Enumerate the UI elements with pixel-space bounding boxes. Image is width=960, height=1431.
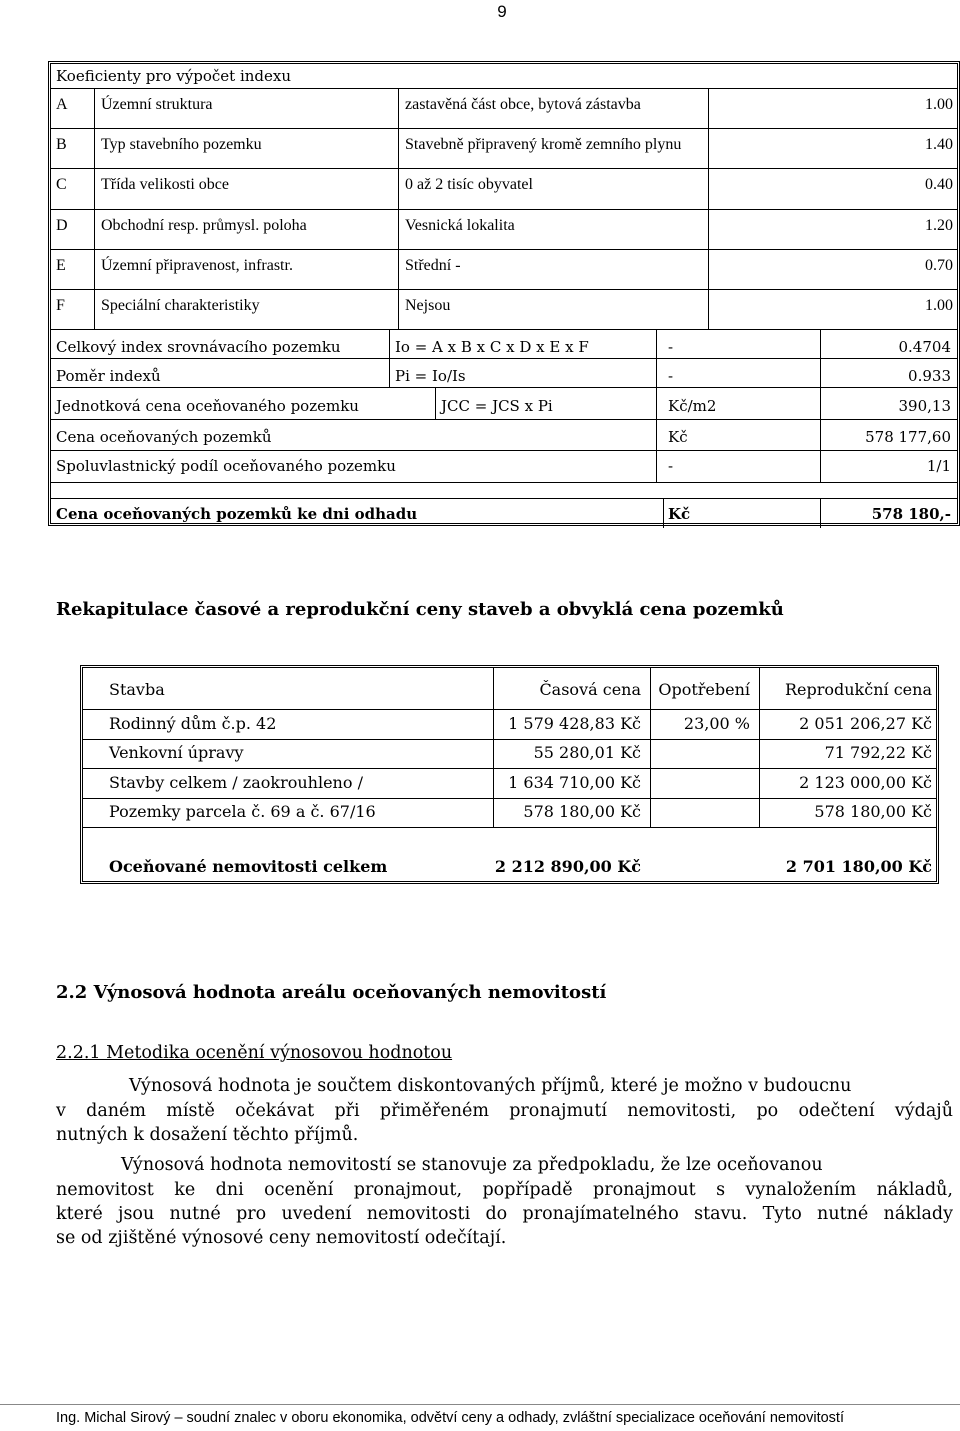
recap-row-opotrebeni: 23,00 %	[683, 714, 750, 733]
paragraph-line: Výnosová hodnota nemovitostí se stanovuje za předpokladu, že lze oceňovanou	[121, 1155, 823, 1175]
paragraph-line: se od zjištěné výnosové ceny nemovitostí odečítají.	[56, 1228, 507, 1248]
unit-price-value: 390,13	[898, 397, 951, 415]
row-name: Třída velikosti obce	[101, 176, 229, 193]
row-code: C	[56, 176, 67, 193]
col-header-casova: Časová cena	[539, 680, 641, 699]
paragraph-line: v daném místě očekávat při přiměřeném pronajmutí nemovitosti, po odečtení výdajů	[56, 1101, 953, 1121]
ratio-label: Poměr indexů	[56, 367, 161, 385]
unit-price-unit: Kč/m2	[668, 397, 717, 415]
row-name: Územní připravenost, infrastr.	[101, 257, 293, 274]
total-index-label: Celkový index srovnávacího pozemku	[56, 338, 341, 356]
row-value: 1.20	[925, 217, 953, 234]
page-footer: Ing. Michal Sirový – soudní znalec v oboru ekonomika, odvětví ceny a odhady, zvláštní specializace oceňování nemovitostí	[56, 1410, 844, 1426]
recap-row-stavba: Rodinný dům č.p. 42	[109, 714, 277, 733]
recap-row-reprodukcni: 71 792,22 Kč	[824, 743, 932, 762]
land-price-value: 578 177,60	[865, 428, 951, 446]
share-label: Spoluvlastnický podíl oceňovaného pozemku	[56, 457, 396, 475]
land-price-unit: Kč	[668, 428, 688, 446]
recap-row-casova: 1 579 428,83 Kč	[508, 714, 641, 733]
row-value: 1.00	[925, 297, 953, 314]
recap-row-reprodukcni: 578 180,00 Kč	[814, 802, 932, 821]
row-code: F	[56, 297, 65, 314]
recap-total-reprodukcni: 2 701 180,00 Kč	[785, 857, 932, 876]
row-desc: Vesnická lokalita	[405, 217, 515, 234]
ratio-formula: Pi = Io/Is	[395, 367, 466, 385]
total-index-value: 0.4704	[898, 338, 951, 356]
col-header-reprodukcni: Reprodukční cena	[784, 680, 932, 699]
paragraph-line: které jsou nutné pro uvedení nemovitosti do pronajímatelného stavu. Tyto nutné náklady	[56, 1204, 953, 1224]
recap-row-reprodukcni: 2 123 000,00 Kč	[799, 773, 932, 792]
coefficient-table	[48, 61, 960, 526]
row-desc: 0 až 2 tisíc obyvatel	[405, 176, 533, 193]
recap-table	[80, 665, 939, 884]
row-code: E	[56, 257, 66, 274]
row-name: Typ stavebního pozemku	[101, 136, 262, 153]
col-header-stavba: Stavba	[109, 680, 165, 699]
section-heading: 2.2 Výnosová hodnota areálu oceňovaných nemovitostí	[56, 982, 607, 1003]
recap-row-casova: 578 180,00 Kč	[523, 802, 641, 821]
share-value: 1/1	[926, 457, 951, 475]
row-value: 1.00	[925, 96, 953, 113]
total-index-formula: Io = A x B x C x D x E x F	[395, 338, 589, 356]
ratio-value: 0.933	[908, 367, 951, 385]
paragraph-line: nutných k dosažení těchto příjmů.	[56, 1125, 359, 1145]
row-desc: Střední -	[405, 257, 461, 274]
paragraph-line: nemovitost ke dni ocenění pronajmout, popřípadě pronajmout s vynaložením nákladů,	[56, 1180, 953, 1200]
final-price-label: Cena oceňovaných pozemků ke dni odhadu	[56, 505, 418, 523]
row-value: 0.70	[925, 257, 953, 274]
row-value: 1.40	[925, 136, 953, 153]
row-desc: Stavebně připravený kromě zemního plynu	[405, 136, 682, 153]
row-code: B	[56, 136, 67, 153]
col-header-opotrebeni: Opotřebení	[658, 680, 750, 699]
recap-title: Rekapitulace časové a reprodukční ceny staveb a obvyklá cena pozemků	[56, 599, 784, 620]
row-code: A	[56, 96, 68, 113]
land-price-label: Cena oceňovaných pozemků	[56, 428, 272, 446]
row-code: D	[56, 217, 68, 234]
page-number: 9	[497, 2, 507, 21]
total-index-unit: -	[668, 338, 674, 356]
unit-price-label: Jednotková cena oceňovaného pozemku	[56, 397, 359, 415]
row-value: 0.40	[925, 176, 953, 193]
recap-row-stavba: Venkovní úpravy	[109, 743, 244, 762]
recap-row-casova: 1 634 710,00 Kč	[508, 773, 641, 792]
unit-price-formula: JCC = JCS x Pi	[441, 397, 553, 415]
final-price-unit: Kč	[668, 505, 691, 523]
row-name: Speciální charakteristiky	[101, 297, 260, 314]
paragraph-line: Výnosová hodnota je součtem diskontovaných příjmů, které je možno v budoucnu	[129, 1076, 852, 1096]
recap-row-reprodukcni: 2 051 206,27 Kč	[799, 714, 932, 733]
footer-divider	[0, 1404, 960, 1405]
row-name: Územní struktura	[101, 96, 213, 113]
final-price-value: 578 180,-	[871, 505, 951, 523]
row-name: Obchodní resp. průmysl. poloha	[101, 217, 307, 234]
recap-row-stavba: Stavby celkem / zaokrouhleno /	[109, 773, 363, 792]
ratio-unit: -	[668, 367, 674, 385]
row-desc: zastavěná část obce, bytová zástavba	[405, 96, 641, 113]
recap-row-casova: 55 280,01 Kč	[533, 743, 641, 762]
row-desc: Nejsou	[405, 297, 451, 314]
section-subheading: 2.2.1 Metodika ocenění výnosovou hodnotou	[56, 1043, 453, 1063]
recap-total-label: Oceňované nemovitosti celkem	[109, 857, 388, 876]
recap-total-casova: 2 212 890,00 Kč	[494, 857, 641, 876]
recap-row-stavba: Pozemky parcela č. 69 a č. 67/16	[109, 802, 376, 821]
coef-heading: Koeficienty pro výpočet indexu	[56, 67, 292, 85]
share-unit: -	[668, 457, 674, 475]
